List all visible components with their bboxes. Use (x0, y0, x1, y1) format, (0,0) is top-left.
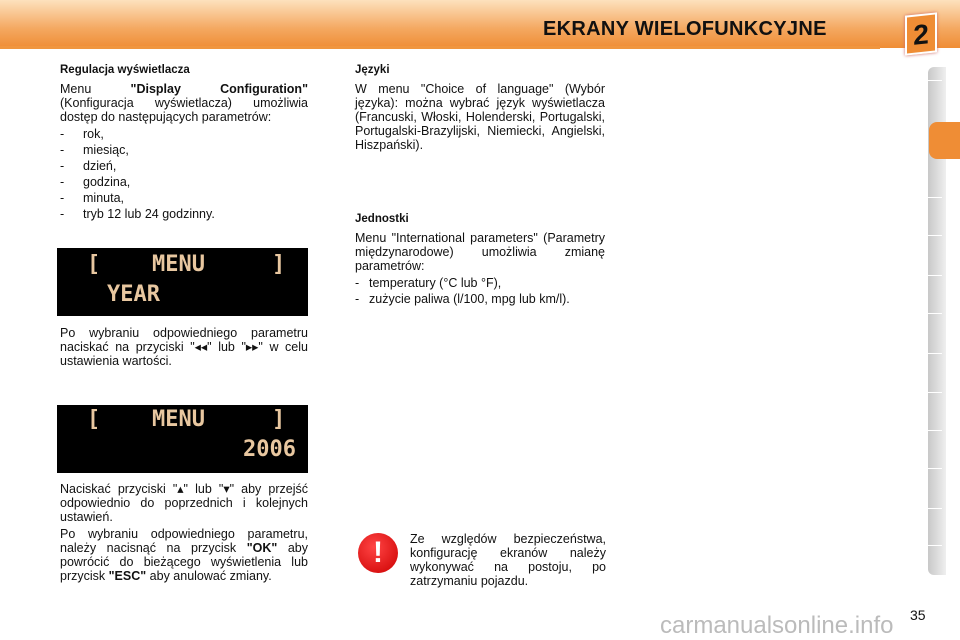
tab-divider (928, 468, 942, 469)
header-divider (0, 46, 880, 49)
list-item: - miesiąc, (60, 143, 129, 157)
tab-divider (928, 430, 942, 431)
section-heading: Regulacja wyświetlacza (60, 64, 190, 76)
page-title: EKRANY WIELOFUNKCYJNE (543, 18, 827, 40)
units-section (355, 212, 605, 308)
list-item: - rok, (60, 127, 104, 141)
page-number: 35 (910, 607, 926, 623)
tab-divider (928, 392, 942, 393)
tab-divider (928, 353, 942, 354)
tab-divider (928, 508, 942, 509)
list-item: - minuta, (60, 191, 124, 205)
list-item: - temperatury (°C lub °F), (355, 276, 502, 290)
lcd-display-year: [ MENU ] YEAR (57, 248, 308, 316)
tab-divider (928, 275, 942, 276)
intro-text: Menu "Display Configuration" (Konfiguracja wyświetlacza) umożliwia dostęp do następujących parametrów: (60, 82, 308, 124)
languages-text: W menu "Choice of language" (Wybór języka): można wybrać język wyświetlacza (Francuski, Włoski, Holenderski, Portugalski, Portugalski-Brazylijski, Niemiecki, Angielski, Hiszpański). (355, 82, 605, 152)
tab-divider (928, 235, 942, 236)
tab-divider (928, 545, 942, 546)
units-text: Menu "International parameters" (Parametry międzynarodowe) umożliwia zmianę parametrów: (355, 231, 605, 273)
instruction-text: Po wybraniu odpowiedniego parametru naciskać na przyciski "◂◂" lub "▸▸" w celu ustawienia wartości. (60, 326, 308, 368)
list-item: - tryb 12 lub 24 godzinny. (60, 207, 215, 221)
tab-divider (928, 80, 942, 81)
watermark: carmanualsonline.info (660, 612, 894, 639)
chapter-badge: 2 (905, 12, 937, 55)
navigation-text: Naciskać przyciski "▴" lub "▾" aby przejść odpowiednio do poprzednich i kolejnych ustawień. (60, 482, 308, 524)
list-item: - dzień, (60, 159, 117, 173)
confirm-text: Po wybraniu odpowiedniego parametru, należy nacisnąć na przycisk "OK" aby powrócić do bieżącego wyświetlenia lub przycisk "ESC" aby anulować zmiany. (60, 527, 308, 583)
left-column (60, 63, 308, 223)
languages-section (355, 63, 605, 155)
section-heading: Jednostki (355, 213, 409, 225)
left-bottom-text (60, 482, 308, 586)
tab-divider (928, 197, 942, 198)
active-chapter-tab[interactable] (929, 122, 960, 159)
list-item: - godzina, (60, 175, 131, 189)
lcd-display-2006: [ MENU ] 2006 (57, 405, 308, 473)
tab-divider (928, 313, 942, 314)
warning-text: Ze względów bezpieczeństwa, konfigurację ekranów należy wykonywać na postoju, po zatrzymaniu pojazdu. (410, 532, 606, 588)
warning-icon: ! (358, 533, 398, 573)
list-item: - zużycie paliwa (l/100, mpg lub km/l). (355, 292, 570, 306)
section-heading: Języki (355, 64, 390, 76)
